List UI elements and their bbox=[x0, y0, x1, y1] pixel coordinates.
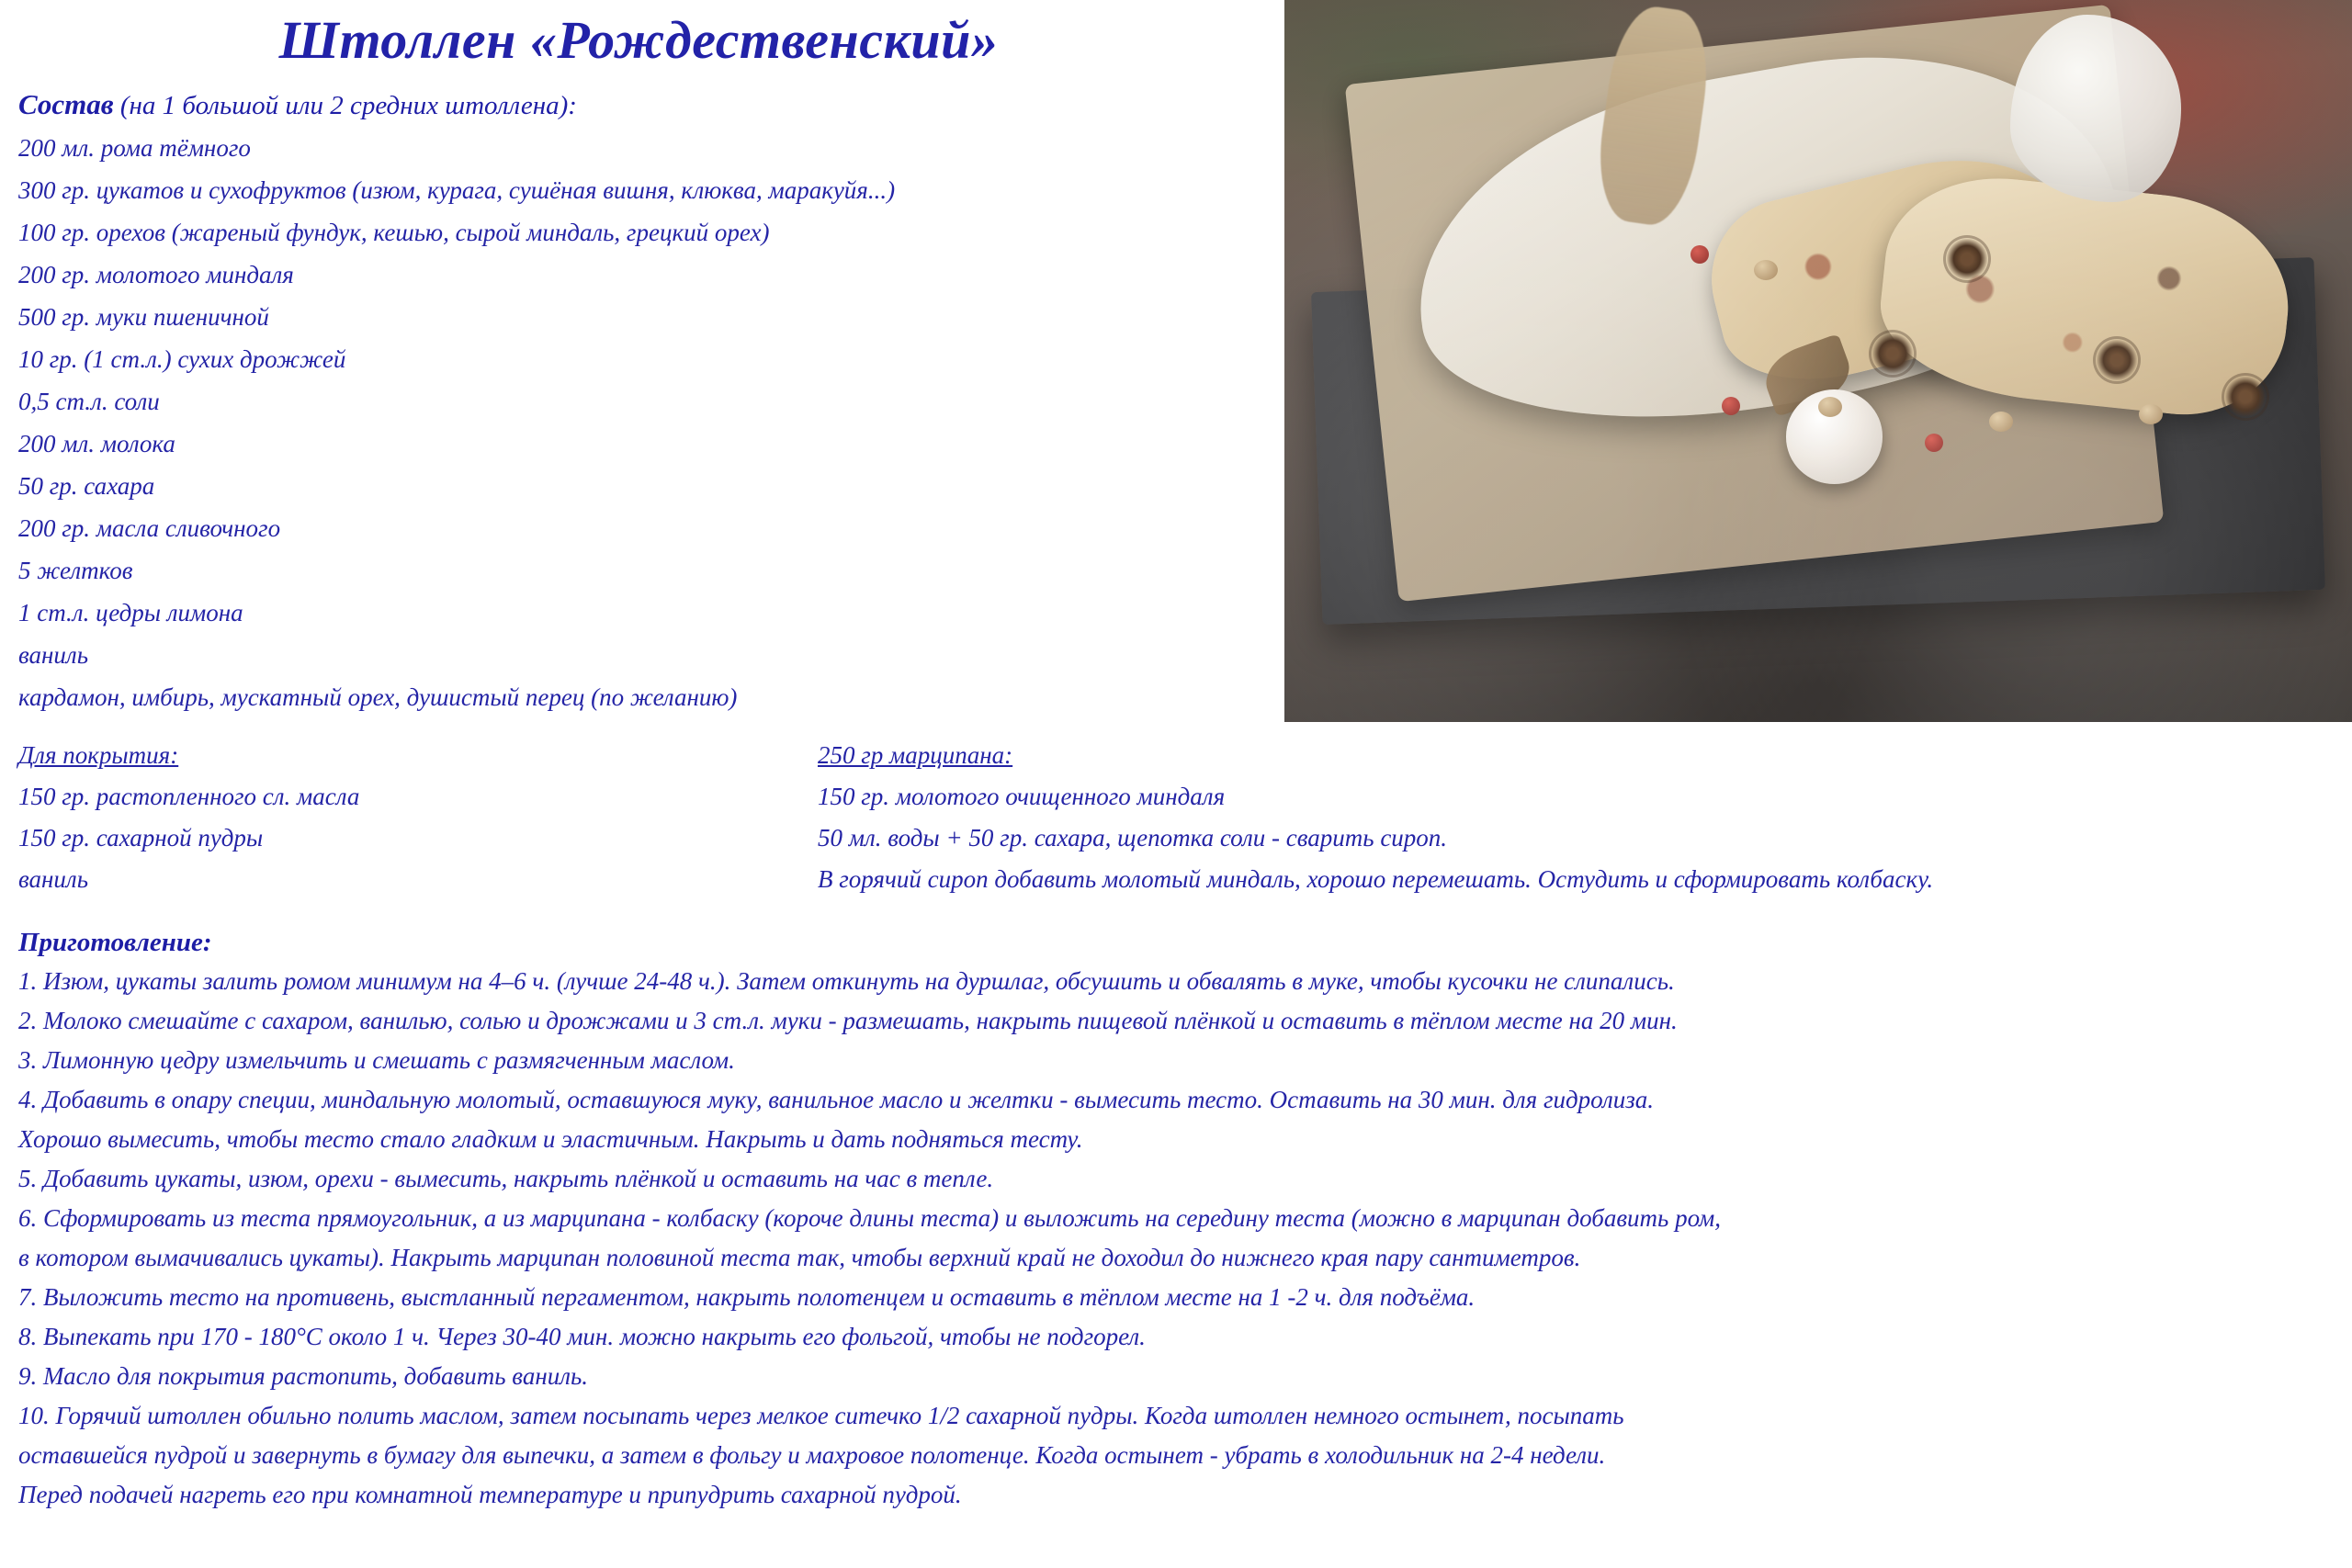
preparation-step: Хорошо вымесить, чтобы тесто стало гладким и эластичным. Накрыть и дать подняться тесту. bbox=[18, 1125, 1083, 1153]
preparation-step: 7. Выложить тесто на противень, выстланный пергаментом, накрыть полотенцем и оставить в тёплом месте на 1 -2 ч. для подъёма. bbox=[18, 1283, 1476, 1311]
ingredient-item: 10 гр. (1 ст.л.) сухих дрожжей bbox=[18, 345, 346, 373]
marzipan-block bbox=[818, 735, 2334, 900]
coating-item: 150 гр. растопленного сл. масла bbox=[18, 783, 360, 810]
ingredient-item: 500 гр. муки пшеничной bbox=[18, 303, 269, 331]
ingredient-item: 100 гр. орехов (жареный фундук, кешью, сырой миндаль, грецкий орех) bbox=[18, 219, 770, 246]
preparation-step: оставшейся пудрой и завернуть в бумагу для выпечки, а затем в фольгу и махровое полотенце. Когда остынет - убрать в холодильник на 2-4 недели. bbox=[18, 1441, 1606, 1469]
ingredient-item: кардамон, имбирь, мускатный орех, душистый перец (по желанию) bbox=[18, 683, 738, 711]
ingredient-item: 1 ст.л. цедры лимона bbox=[18, 599, 243, 626]
preparation-step: в котором вымачивались цукаты). Накрыть марципан половиной теста так, чтобы верхний край не доходил до нижнего края пару сантиметров. bbox=[18, 1244, 1581, 1271]
preparation-step: 6. Сформировать из теста прямоугольник, а из марципана - колбаску (короче длины теста) и выложить на середину теста (можно в марципан добавить ром, bbox=[18, 1204, 1722, 1232]
marzipan-item: 50 мл. воды + 50 гр. сахара, щепотка соли - сварить сироп. bbox=[818, 824, 1448, 852]
preparation-step: 2. Молоко смешайте с сахаром, ванилью, солью и дрожжами и 3 ст.л. муки - размешать, накрыть пищевой плёнкой и оставить в тёплом месте на 20 мин. bbox=[18, 1007, 1678, 1034]
photo-nut bbox=[1989, 412, 2013, 432]
coating-item: 150 гр. сахарной пудры bbox=[18, 824, 264, 852]
preparation-step: 5. Добавить цукаты, изюм, орехи - вымесить, накрыть плёнкой и оставить на час в тепле. bbox=[18, 1165, 994, 1192]
photo-star-anise-icon bbox=[2224, 376, 2267, 418]
preparation-step: 10. Горячий штоллен обильно полить маслом, затем посыпать через мелкое ситечко 1/2 сахарной пудры. Когда штоллен немного остынет, посыпать bbox=[18, 1402, 1624, 1429]
marzipan-heading: 250 гр марципана: bbox=[818, 741, 1013, 769]
ingredients-heading-bold: Состав bbox=[18, 88, 114, 120]
preparation-heading: Приготовление: bbox=[18, 928, 212, 957]
ingredient-item: 5 желтков bbox=[18, 557, 133, 584]
coating-item: ваниль bbox=[18, 865, 88, 893]
photo-berry bbox=[1925, 434, 1943, 452]
ingredient-item: 200 мл. рома тёмного bbox=[18, 134, 251, 162]
photo-star-anise-icon bbox=[1871, 333, 1914, 375]
marzipan-item: 150 гр. молотого очищенного миндаля bbox=[818, 783, 1226, 810]
coating-block bbox=[18, 735, 799, 900]
ingredient-item: 200 мл. молока bbox=[18, 430, 175, 457]
ingredient-item: 200 гр. масла сливочного bbox=[18, 514, 281, 542]
preparation-step: 4. Добавить в опару специи, миндальную молотый, оставшуюся муку, ванильное масло и желтки - вымесить тесто. Оставить на 30 мин. для гидролиза. bbox=[18, 1086, 1655, 1113]
preparation-section bbox=[18, 928, 2343, 1515]
page-title: Штоллен «Рождественский» bbox=[278, 10, 999, 70]
ingredient-item: 200 гр. молотого миндаля bbox=[18, 261, 294, 288]
ingredients-section bbox=[18, 88, 1277, 718]
photo-berry bbox=[1690, 245, 1709, 264]
ingredient-item: 50 гр. сахара bbox=[18, 472, 155, 500]
ingredient-item: ваниль bbox=[18, 641, 88, 669]
preparation-step: 9. Масло для покрытия растопить, добавить ваниль. bbox=[18, 1362, 589, 1390]
preparation-step: 8. Выпекать при 170 - 180°C около 1 ч. Через 30-40 мин. можно накрыть его фольгой, чтобы не подгорел. bbox=[18, 1323, 1146, 1350]
preparation-step: 1. Изюм, цукаты залить ромом минимум на 4–6 ч. (лучше 24-48 ч.). Затем откинуть на дуршлаг, обсушить и обвалять в муке, чтобы кусочки не слипались. bbox=[18, 967, 1675, 995]
photo-nut bbox=[2139, 404, 2163, 424]
ingredients-heading-rest: (на 1 большой или 2 средних штоллена): bbox=[113, 91, 577, 120]
ingredient-item: 0,5 ст.л. соли bbox=[18, 388, 160, 415]
stollen-photo bbox=[1284, 0, 2352, 722]
ingredients-heading bbox=[18, 88, 1277, 121]
preparation-step: Перед подачей нагреть его при комнатной температуре и припудрить сахарной пудрой. bbox=[18, 1481, 962, 1508]
coating-heading: Для покрытия: bbox=[18, 741, 179, 769]
ingredient-item: 300 гр. цукатов и сухофруктов (изюм, курага, сушёная вишня, клюква, маракуйя...) bbox=[18, 176, 896, 204]
preparation-step: 3. Лимонную цедру измельчить и смешать с размягченным маслом. bbox=[18, 1046, 735, 1074]
marzipan-item: В горячий сироп добавить молотый миндаль, хорошо перемешать. Остудить и сформировать колбаску. bbox=[818, 865, 1934, 893]
